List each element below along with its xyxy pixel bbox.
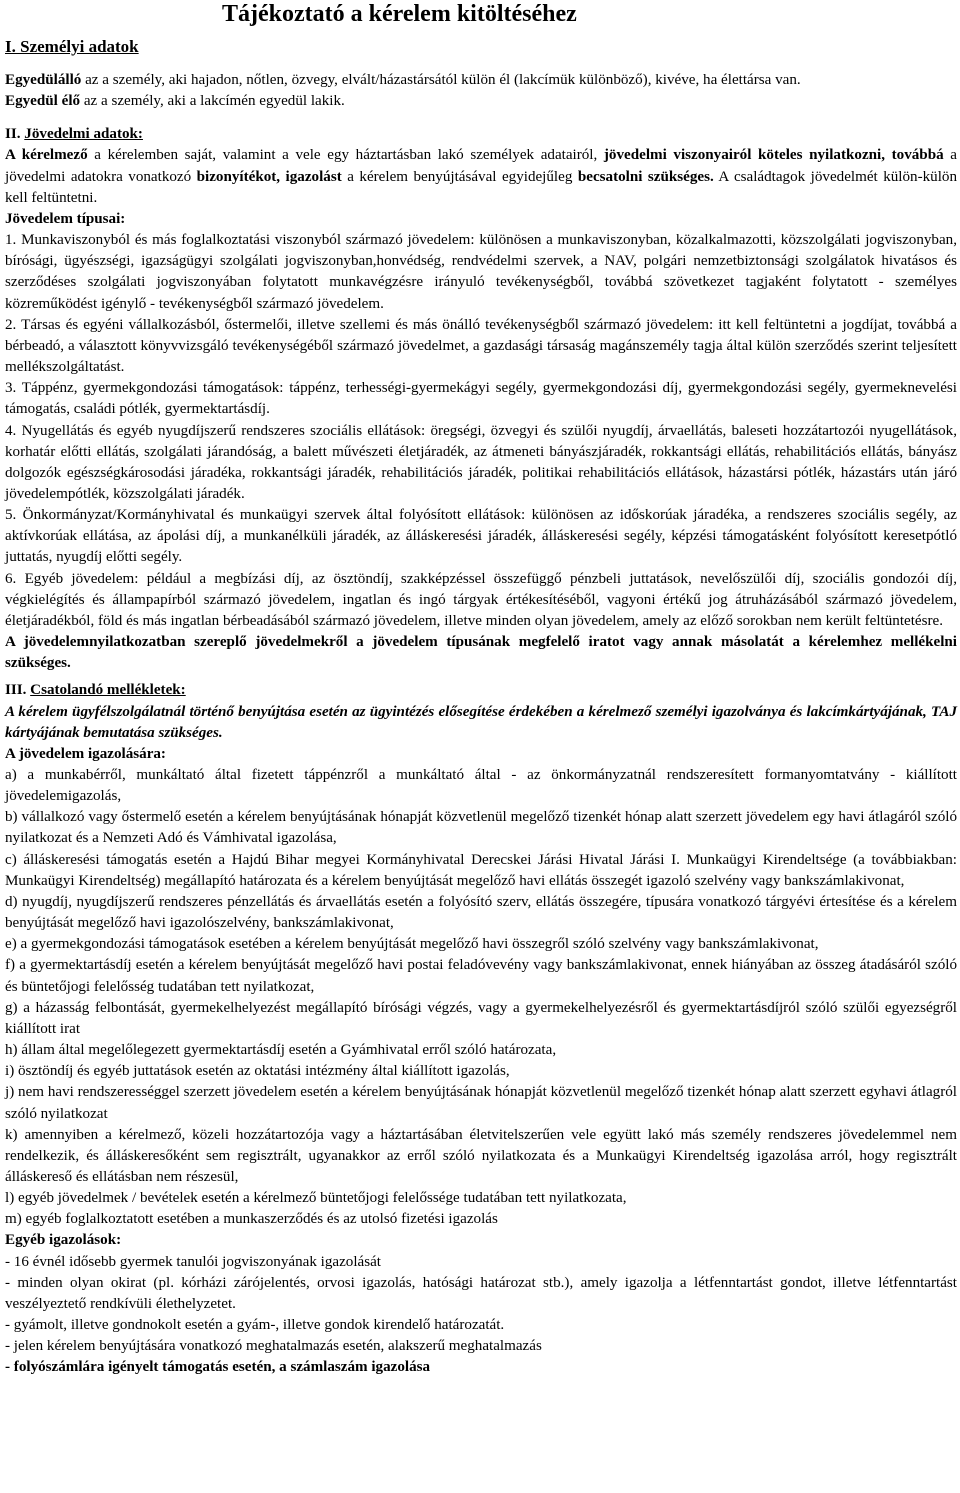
intro-part: A kérelmező — [5, 147, 88, 164]
proof-item: a) a munkabérről, munkáltató által fizetett táppénzről a munkáltató által - az önkormányzatnál rendszeresített formanyomtatvány - kiállított jövedelemigazolás, — [5, 767, 957, 805]
section-2-intro — [5, 145, 957, 208]
intro-part: a kérelemben saját, valamint a vele egy háztartásban lakó személyek adatairól, — [87, 147, 604, 164]
section-2-heading — [5, 124, 957, 145]
section-3-label: Csatolandó mellékletek: — [30, 682, 186, 699]
other-proof-item: - jelen kérelem benyújtására vonatkozó meghatalmazás esetén, alakszerű meghatalmazás — [5, 1338, 542, 1355]
proof-item: c) álláskeresési támogatás esetén a Hajdú Bihar megyei Kormányhivatal Derecskei Járási Hivatal Járási I. Munkaügyi Kirendeltsége (a továbbiakban: Munkaügyi Kirendeltség) megállapító határozata és a kérelem benyújtását megelőző havi ellátás összegét igazoló szelvény vagy bankszámlakivonat, — [5, 851, 957, 889]
section-1-heading: I. Személyi adatok — [5, 37, 139, 56]
section-3-heading — [5, 680, 957, 701]
proof-item: l) egyéb jövedelmek / bevételek esetén a kérelmező büntetőjogi felelőssége tudatában tett nyilatkozata, — [5, 1190, 627, 1207]
proof-item: h) állam által megelőlegezett gyermektartásdíj esetén a Gyámhivatal erről szóló határozata, — [5, 1042, 557, 1059]
proof-item: d) nyugdíj, nyugdíjszerű rendszeres pénzellátás és árvaellátás esetén a folyósító szerv, ellátás összegére, típusára vonatkozó tárgyévi értesítése és a kérelem benyújtását megelőző havi igazolószelvény, bankszámlakivonat, — [5, 893, 957, 932]
proof-item: b) vállalkozó vagy őstermelő esetén a kérelem benyújtásának hónapját közvetlenül megelőző tizenkét hónap alatt szerzett jövedelem egy havi átlagáról szóló nyilatkozat és a Nemzeti Adó és Vámhivatal igazolása, — [5, 809, 957, 847]
page-title: Tájékoztató a kérelem kitöltéséhez — [222, 1, 577, 27]
income-types-heading: Jövedelem típusai: — [5, 210, 126, 227]
intro-part: becsatolni szükséges. — [577, 168, 714, 185]
proof-heading: A jövedelem igazolására: — [5, 745, 166, 762]
income-type-item: 3. Táppénz, gyermekgondozási támogatások: táppénz, terhességi-gyermekágyi segély, gyermekgondozási díj, gyermekgondozási segély, gyermeknevelési támogatás, családi pótlék, gyermektartásdíj. — [5, 380, 957, 418]
intro-part: A családtagok jövedelmét külön-külön kell feltüntetni. — [5, 168, 958, 206]
income-type-item: 2. Társas és egyéni vállalkozásból, őstermelői, illetve szellemi és más önálló tevékenységből származó jövedelem: itt kell feltüntetni a jogdíjat, továbbá a bérbeadó, a választott könyvvizsgáló tevékenységéből származó jövedelmet, a gazdasági társaság magánszemély tagja által külön szerződés szerint teljesített mellékszolgáltatást. — [5, 316, 957, 376]
other-proof-item-bold: - folyószámlára igényelt támogatás esetén, a számlaszám igazolása — [5, 1359, 431, 1376]
single-definition — [5, 70, 957, 91]
single-term: Egyedülálló — [5, 72, 82, 88]
section-3-number: III. — [5, 682, 31, 699]
alone-def-text: az a személy, aki a lakcímén egyedül lakik. — [80, 93, 345, 110]
other-proof-item: - 16 évnél idősebb gyermek tanulói jogviszonyának igazolását — [5, 1253, 381, 1270]
income-type-item: 1. Munkaviszonyból és más foglalkoztatási viszonyból származó jövedelem: különösen a munkaviszonyban, közalkalmazotti, közszolgálati jogviszonyban, bírósági, ügyészségi, igazságügyi szolgálati jogviszonyban,honvédség, rendvédelmi szervek, a NAV, polgári nemzetbiztonsági szolgálatok hivatásos és szerződéses szolgálati jogviszonyában folytatott munkavégzésre irányuló tevékenységből, továbbá szövetkezet tagjaként folytatott - személyes közreműködést igénylő - tevékenységből származó jövedelem. — [5, 232, 957, 312]
section-2-number: II. — [5, 126, 25, 143]
proof-item: k) amennyiben a kérelmező, közeli hozzátartozója vagy a háztartásában életvitelszerűen vele együtt lakó más személy rendszeres jövedelemmel nem rendelkezik, és álláskeresőként sem regisztrált, ugyanakkor az erről szóló nyilatkozata és a Munkaügyi Kirendeltség igazolása arról, hogy regisztrált álláskereső és ellátásban nem részesül, — [5, 1126, 957, 1185]
section-2-label: Jövedelmi adatok: — [24, 126, 143, 143]
proof-item: i) ösztöndíj és egyéb juttatások esetén az oktatási intézmény által kiállított igazolás, — [5, 1063, 510, 1080]
proof-item: e) a gyermekgondozási támogatások esetében a kérelem benyújtását megelőző havi összegről szóló szelvény vagy bankszámlakivonat, — [5, 936, 819, 953]
intro-part: jövedelmi viszonyairól köteles nyilatkozni, továbbá — [603, 147, 944, 164]
income-type-item: 6. Egyéb jövedelem: például a megbízási díj, az ösztöndíj, szakképzéssel összefüggő pénzbeli juttatások, nevelőszülői díj, szociális gondozói díj, végkielégítés és állampapírból származó jövedelem, ingatlan és ingó tárgyak értékesítéséből, vagyoni értékű jog átruházásából származó jövedelem, életjáradékból, föld és más ingatlan bérbeadásából származó jövedelem, illetve minden olyan jövedelem, amely az előző sorokban nem került feltüntetésre. — [5, 570, 957, 629]
proof-item: m) egyéb foglalkoztatott esetében a munkaszerződés és az utolsó fizetési igazolás — [5, 1211, 498, 1228]
document-body — [5, 70, 957, 1379]
spacer — [5, 112, 957, 124]
other-proof-item: - gyámolt, illetve gondnokolt esetén a gyám-, illetve gondok kirendelő határozatát. — [5, 1317, 505, 1334]
intro-part: a kérelem benyújtásával egyidejűleg — [341, 168, 578, 185]
proof-item: f) a gyermektartásdíj esetén a kérelem benyújtását megelőző havi postai feladóvevény vagy bankszámlakivonat, ennek hiányában az összeg átadásáról szóló és büntetőjogi felelősség tudatában tett nyilatkozat, — [5, 957, 957, 995]
other-proof-item: - minden olyan okirat (pl. kórházi zárójelentés, orvosi igazolás, hatósági határozat stb.), amely igazolja a létfenntartást gondot, illetve létfenntartást veszélyeztető rendkívüli élethelyzetet. — [5, 1274, 957, 1312]
proof-item: j) nem havi rendszerességgel szerzett jövedelem esetén a kérelem benyújtásának hónapját közvetlenül megelőző tizenkét hónap alatt szerzett egyhavi átlagról szóló nyilatkozat — [5, 1084, 957, 1122]
single-def-text: az a személy, aki hajadon, nőtlen, özvegy, elvált/házastársától külön él (lakcímük különböző), kivéve, ha élettársa van. — [81, 72, 801, 88]
income-type-item: 4. Nyugellátás és egyéb nyugdíjszerű rendszeres szociális ellátások: öregségi, özvegyi és szülői nyugdíj, árvaellátás, baleseti hozzátartozói nyugellátások, korhatár előtti ellátás, szolgálati járandóság, a balett művészeti életjáradék, az átmeneti bányászjáradék, rokkantsági ellátás, rehabilitációs ellátás, bányász dolgozók egészségkárosodási járadéka, rokkantsági járadék, rehabilitációs járadék, politikai rehabilitációs ellátások, házastársi pótlék, házastárs után járó jövedelempótlék, közszolgálati járadék. — [5, 422, 957, 502]
alone-definition — [5, 91, 957, 112]
income-closing-note: A jövedelemnyilatkozatban szereplő jövedelmekről a jövedelem típusának megfelelő iratot vagy annak másolatát a kérelemhez mellékelni szükséges. — [5, 634, 957, 672]
intro-part: a jövedelmi adatokra vonatkozó — [5, 147, 957, 185]
alone-term: Egyedül élő — [5, 93, 81, 110]
income-type-item: 5. Önkormányzat/Kormányhivatal és munkaügyi szervek által folyósított ellátások: különösen az időskorúak járadéka, a rendszeres szociális segély, az aktívkorúak ellátása, az ápolási díj, a munkanélküli járadék, az álláskeresési járadék, álláskeresési segély, képzési támogatásként folyósított keresetpótló juttatás, nyugdíj előtti segély. — [5, 507, 957, 566]
proof-item: g) a házasság felbontását, gyermekelhelyezést megállapító bírósági végzés, vagy a gyermekelhelyezésről és gyermektartásdíjról szóló szülői egyezségről kiállított irat — [5, 999, 957, 1037]
section-3-intro: A kérelem ügyfélszolgálatnál történő benyújtása esetén az ügyintézés elősegítése érdekében a kérelmező személyi igazolványa és lakcímkártyájának, TAJ kártyájának bemutatása szükséges. — [5, 703, 957, 741]
other-proofs-heading: Egyéb igazolások: — [5, 1232, 122, 1249]
intro-part: bizonyítékot, igazolást — [196, 168, 342, 185]
